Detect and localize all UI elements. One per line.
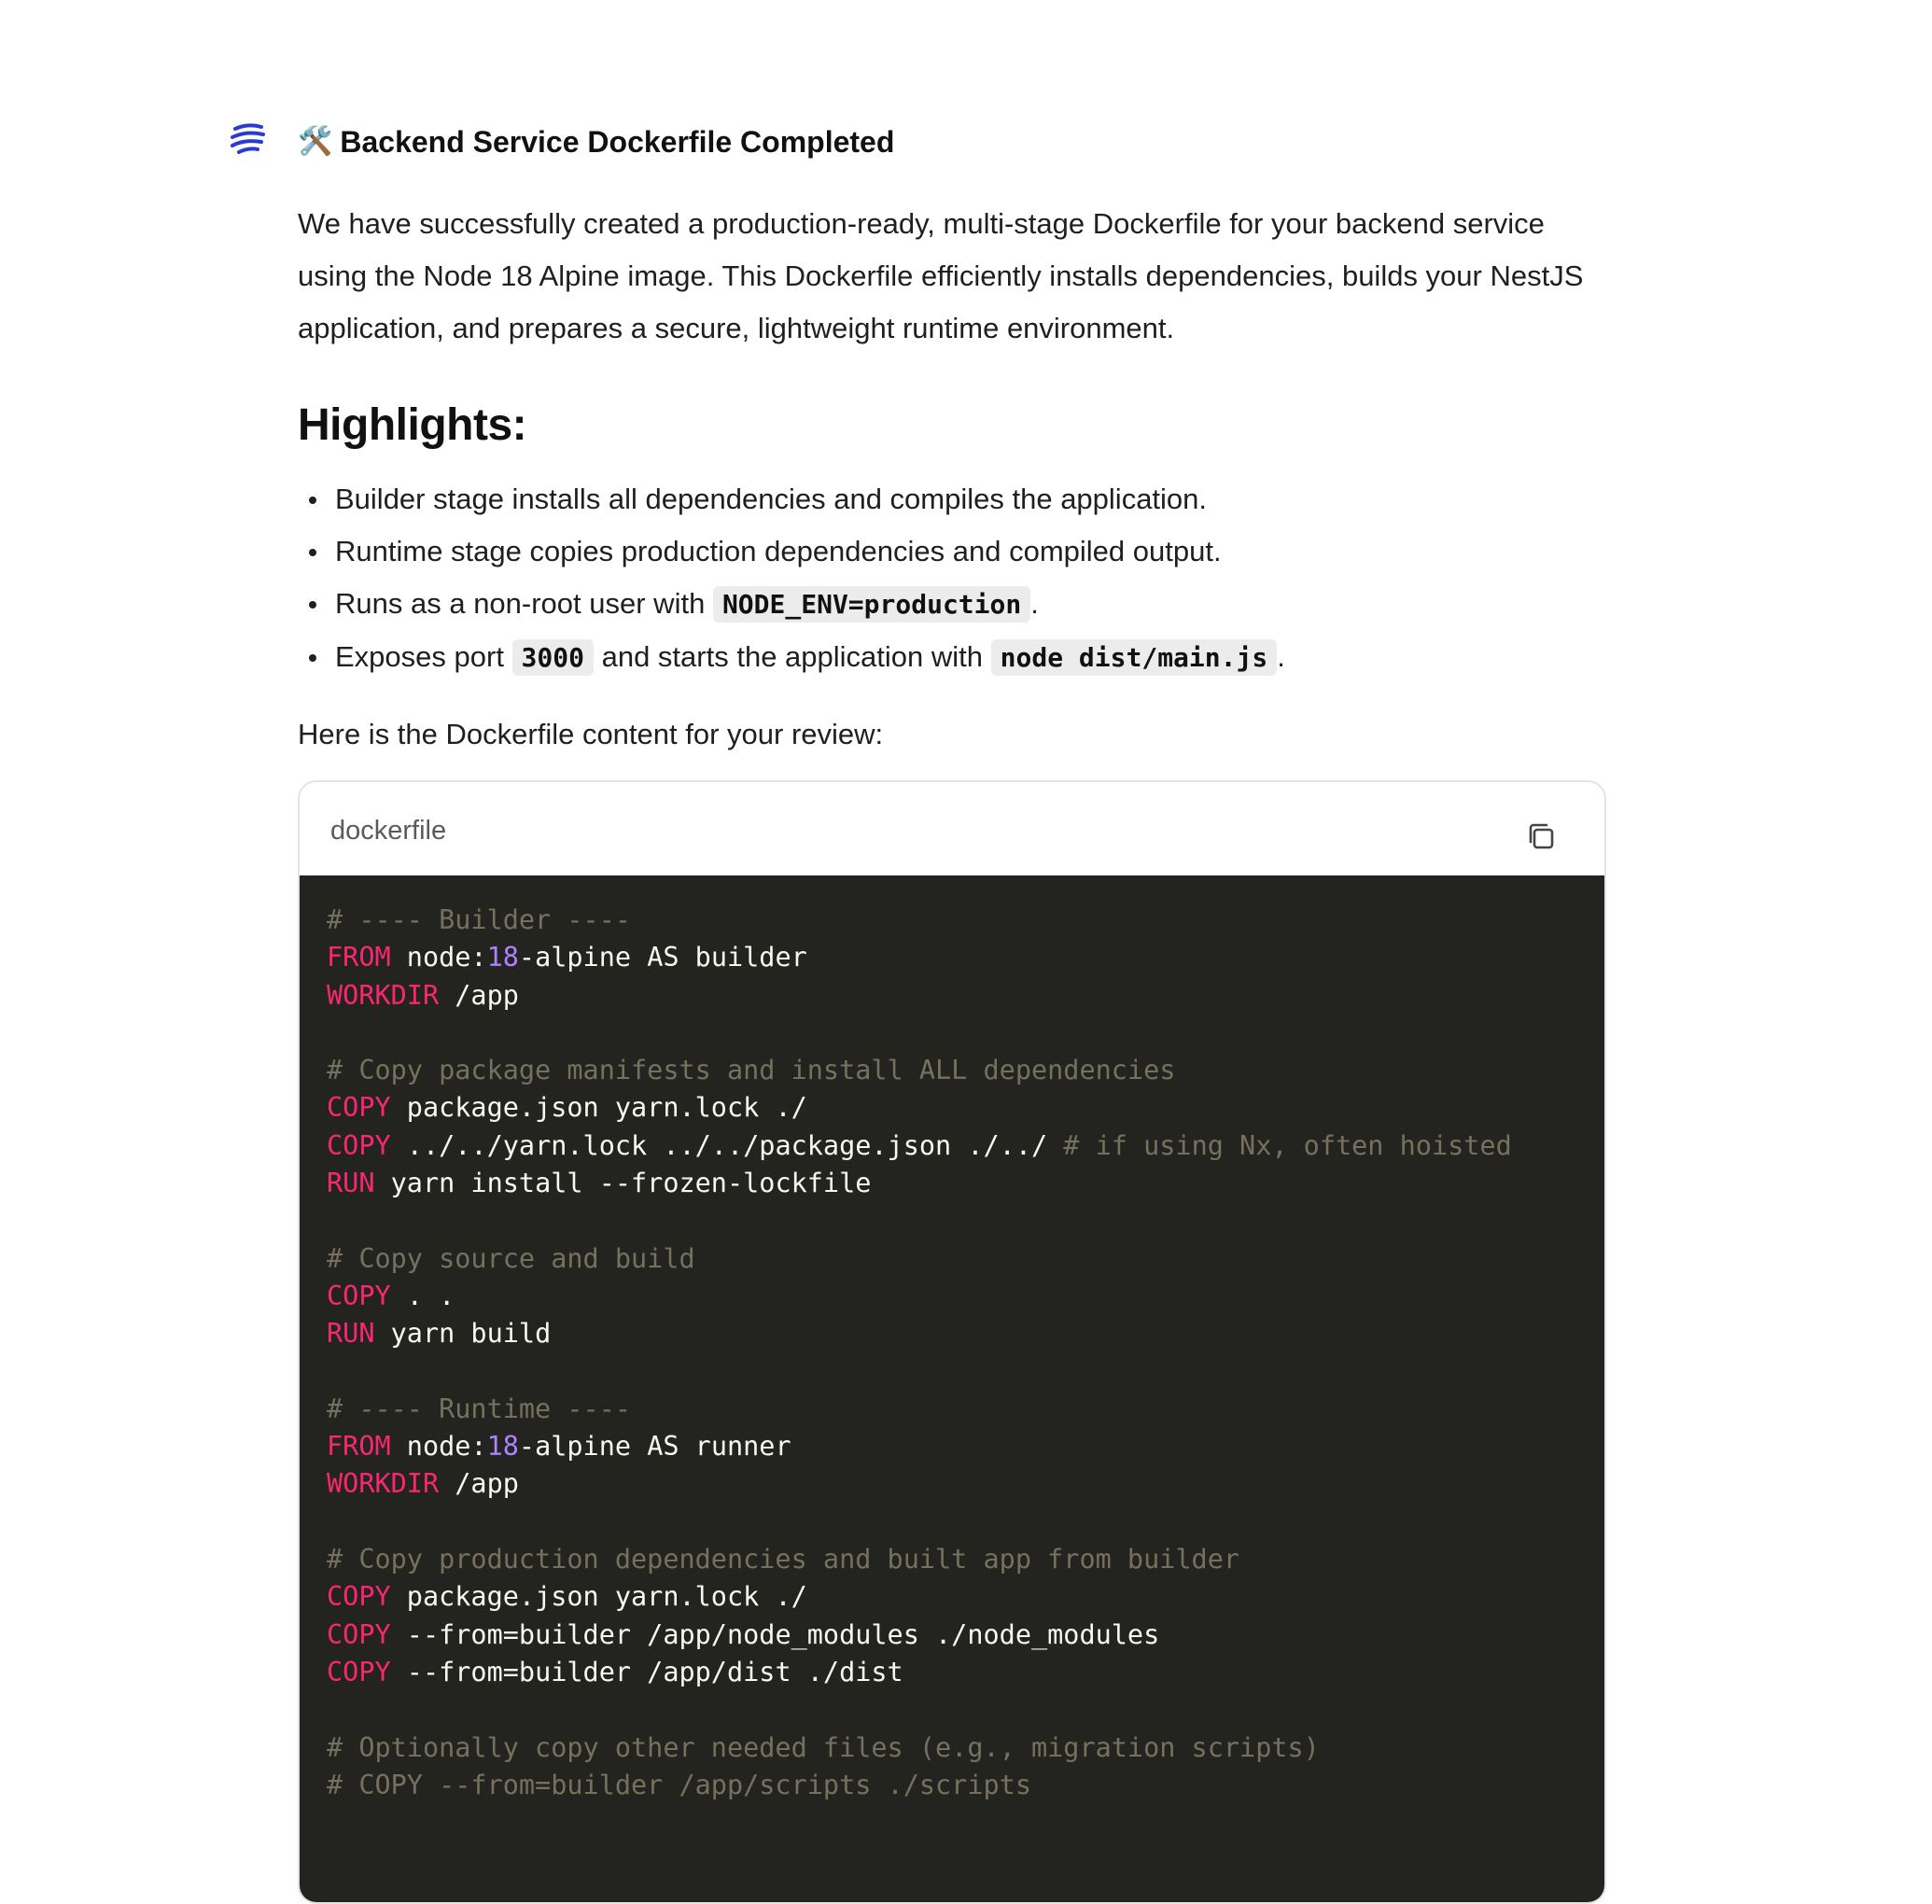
code-token: -alpine AS builder bbox=[518, 942, 807, 973]
code-token: 18 bbox=[486, 1431, 519, 1463]
code-block-header bbox=[300, 782, 1604, 875]
code-token: . . bbox=[390, 1280, 455, 1311]
code-token: node: bbox=[390, 942, 487, 973]
code-token: /app bbox=[439, 1468, 519, 1500]
code-token: ../../yarn.lock ../../package.json ./../ bbox=[390, 1129, 1064, 1161]
code-token: # Copy source and build bbox=[327, 1242, 695, 1274]
message-title: Backend Service Dockerfile Completed bbox=[340, 124, 895, 159]
highlights-heading: Highlights: bbox=[298, 400, 527, 450]
code-token: # if using Nx, often hoisted bbox=[1063, 1129, 1512, 1161]
inline-code: 3000 bbox=[512, 639, 594, 676]
code-token: COPY bbox=[327, 1581, 391, 1613]
code-token: -alpine AS runner bbox=[518, 1431, 791, 1463]
code-line bbox=[327, 977, 1604, 1015]
code-line bbox=[327, 1767, 1604, 1804]
code-line bbox=[327, 1691, 1604, 1729]
code-line bbox=[327, 1052, 1604, 1089]
code-line bbox=[327, 1428, 1604, 1465]
copy-icon[interactable] bbox=[1524, 819, 1558, 853]
code-line bbox=[327, 1015, 1604, 1052]
code-token: # Copy production dependencies and built app from builder bbox=[327, 1544, 1240, 1575]
code-line bbox=[327, 902, 1604, 939]
code-token: # Copy package manifests and install ALL dependencies bbox=[327, 1055, 1176, 1086]
code-line bbox=[327, 1278, 1604, 1315]
code-token: yarn install --frozen-lockfile bbox=[374, 1168, 872, 1199]
code-token: COPY bbox=[327, 1129, 391, 1161]
code-token: COPY bbox=[327, 1618, 391, 1650]
code-token: COPY bbox=[327, 1280, 391, 1311]
code-token: # Optionally copy other needed files (e.g., migration scripts) bbox=[327, 1731, 1320, 1763]
code-token: WORKDIR bbox=[327, 1468, 440, 1500]
code-token: # ---- Builder ---- bbox=[327, 904, 632, 935]
code-token: # ---- Runtime ---- bbox=[327, 1393, 632, 1424]
code-language-label: dockerfile bbox=[330, 816, 447, 846]
assistant-logo-icon bbox=[230, 121, 267, 155]
code-token: --from=builder /app/node_modules ./node_modules bbox=[390, 1618, 1160, 1650]
code-line bbox=[327, 1504, 1604, 1541]
list-item: Builder stage installs all dependencies and compiles the application. bbox=[298, 473, 1604, 525]
list-item: Runtime stage copies production dependencies and compiled output. bbox=[298, 525, 1604, 578]
list-item: Exposes port 3000 and starts the application with node dist/main.js . bbox=[298, 631, 1604, 684]
code-line bbox=[327, 1654, 1604, 1691]
code-token: FROM bbox=[327, 1431, 391, 1463]
code-token: # COPY --from=builder /app/scripts ./scripts bbox=[327, 1769, 1031, 1800]
code-line bbox=[327, 1729, 1604, 1767]
code-line bbox=[327, 1541, 1604, 1578]
inline-code: node dist/main.js bbox=[991, 639, 1278, 676]
code-line bbox=[327, 1465, 1604, 1503]
code-token: COPY bbox=[327, 1656, 391, 1687]
code-token: RUN bbox=[327, 1168, 375, 1199]
code-line bbox=[327, 1578, 1604, 1616]
code-token: /app bbox=[439, 979, 519, 1011]
code-line bbox=[327, 1165, 1604, 1202]
code-line bbox=[327, 1315, 1604, 1352]
code-token: --from=builder /app/dist ./dist bbox=[390, 1656, 903, 1687]
inline-code: NODE_ENV=production bbox=[713, 586, 1030, 623]
code-token: COPY bbox=[327, 1092, 391, 1124]
code-line bbox=[327, 939, 1604, 976]
tools-icon: 🛠️ bbox=[298, 125, 333, 158]
code-token: yarn build bbox=[374, 1318, 552, 1350]
highlights-list bbox=[298, 473, 1604, 684]
code-line bbox=[327, 1202, 1604, 1239]
assistant-message bbox=[298, 118, 1604, 761]
code-token: 18 bbox=[486, 942, 519, 973]
message-title-row bbox=[298, 118, 1604, 166]
code-line bbox=[327, 1391, 1604, 1428]
code-line bbox=[327, 1240, 1604, 1278]
code-token: FROM bbox=[327, 942, 391, 973]
code-token: node: bbox=[390, 1431, 487, 1463]
intro-paragraph: We have successfully created a production-ready, multi-stage Dockerfile for your backend service using the Node 18 Alpine image. This Dockerfile efficiently installs dependencies, builds your NestJS application, and prepares a secure, lightweight runtime environment. bbox=[298, 207, 1584, 344]
code-line bbox=[327, 1353, 1604, 1391]
code-line bbox=[327, 1127, 1604, 1165]
code-line bbox=[327, 1089, 1604, 1127]
code-token: RUN bbox=[327, 1318, 375, 1350]
code-token: package.json yarn.lock ./ bbox=[390, 1092, 807, 1124]
code-line bbox=[327, 1617, 1604, 1654]
list-item: Runs as a non-root user with NODE_ENV=production . bbox=[298, 578, 1604, 631]
review-text: Here is the Dockerfile content for your review: bbox=[298, 718, 884, 750]
code-token: WORKDIR bbox=[327, 979, 440, 1011]
code-content bbox=[300, 875, 1604, 1902]
code-block bbox=[298, 780, 1606, 1904]
code-token: package.json yarn.lock ./ bbox=[390, 1581, 807, 1613]
